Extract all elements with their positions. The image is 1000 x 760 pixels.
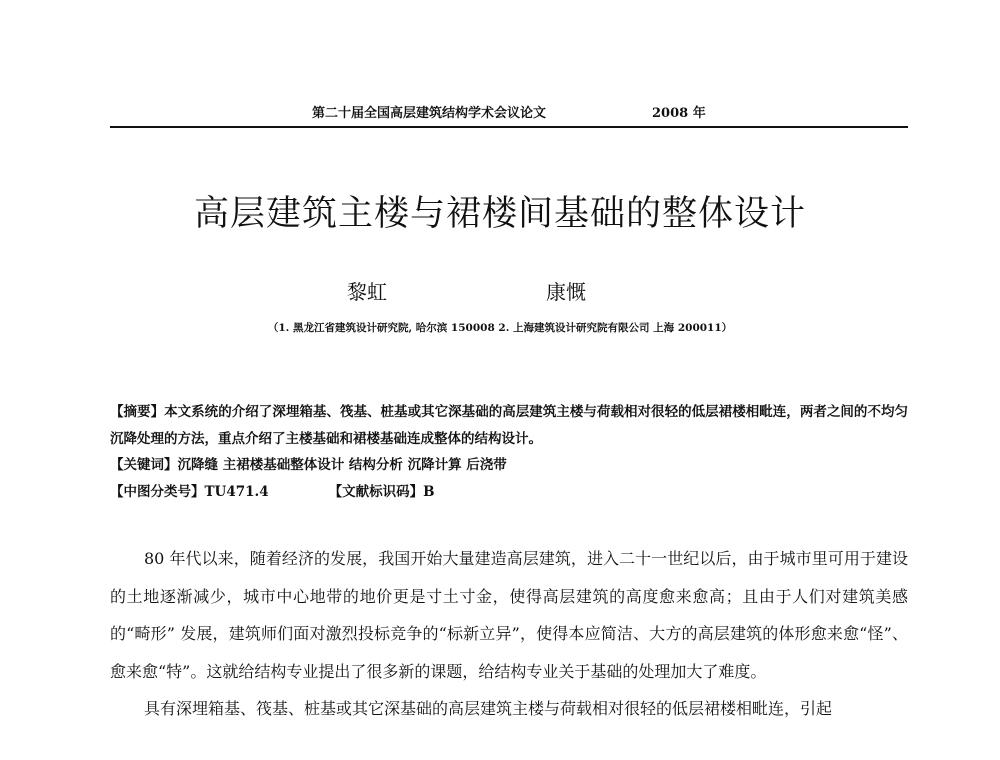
author-1: 黎虹 xyxy=(347,280,387,304)
abstract-label: 【摘要】 xyxy=(110,404,165,420)
classification-value: TU471.4 xyxy=(204,483,269,500)
keywords-label: 【关键词】 xyxy=(110,457,178,473)
paragraph: 80 年代以来，随着经济的发展，我国开始大量建造高层建筑，进入二十一世纪以后，由于城市里可用于建设的土地逐渐减少，城市中心地带的地价更是寸土寸金，使得高层建筑的高度愈来愈高；且由于人们对建筑美感的“畸形” 发展，建筑师们面对激烈投标竞争的“标新立异”，使得本应简洁、大方的高层建筑的体形愈来愈“怪”、愈来愈“特”。这就给结构专业提出了很多新的课题，给结构专业关于基础的处理加大了难度。 xyxy=(110,549,908,681)
running-header xyxy=(110,100,908,128)
body-text xyxy=(110,540,908,728)
keywords-text: 沉降缝 主裙楼基础整体设计 结构分析 沉降计算 后浇带 xyxy=(177,457,507,473)
classification-label: 【中图分类号】 xyxy=(110,483,205,500)
paper-title: 高层建筑主楼与裙楼间基础的整体设计 xyxy=(193,194,806,234)
abstract-block xyxy=(110,399,908,505)
affiliation: （1. 黑龙江省建筑设计研究院, 哈尔滨 150008 2. 上海建筑设计研究院有限公司 上海 200011） xyxy=(267,322,733,334)
abstract xyxy=(110,399,908,452)
abstract-text: 本文系统的介绍了深埋箱基、筏基、桩基或其它深基础的高层建筑主楼与荷载相对很轻的低层裙楼相毗连，两者之间的不均匀沉降处理的方法，重点介绍了主楼基础和裙楼基础连成整体的结构设计。 xyxy=(110,404,909,447)
conference-year: 2008 年 xyxy=(652,106,706,121)
classification xyxy=(110,479,908,506)
paragraph: 具有深埋箱基、筏基、桩基或其它深基础的高层建筑主楼与荷载相对很轻的低层裙楼相毗连，引起 xyxy=(144,699,833,719)
keywords xyxy=(110,452,908,479)
doc-code-value: B xyxy=(423,483,435,500)
conference-name: 第二十届全国高层建筑结构学术会议论文 xyxy=(312,106,547,121)
doc-code-label: 【文献标识码】 xyxy=(328,483,424,500)
author-2: 康慨 xyxy=(546,280,586,304)
